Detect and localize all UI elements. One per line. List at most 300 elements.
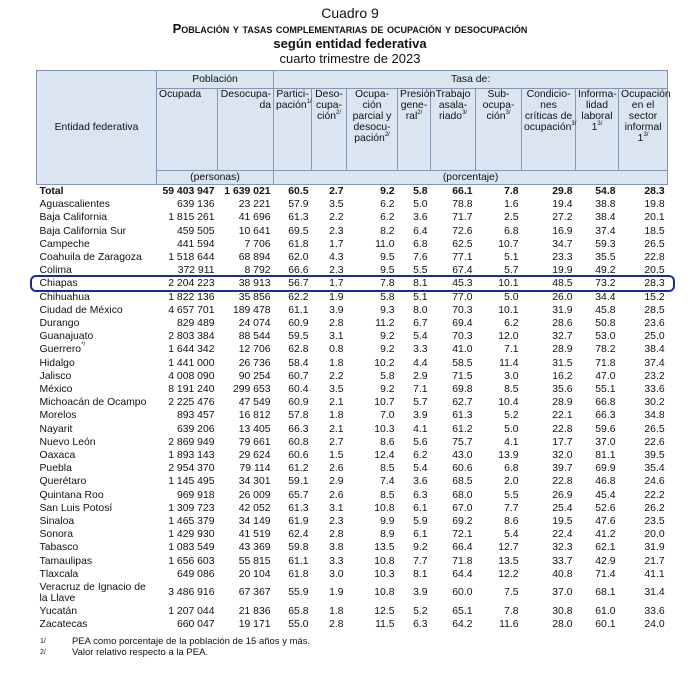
cell-informalidad-laboral: 66.3 [595,410,616,422]
cell-participacion: 69.5 [288,225,309,237]
cell-desocupacion: 2.3 [329,225,344,237]
cell-informalidad-laboral: 69.9 [595,463,616,475]
cell-ocupada: 1 429 930 [168,529,215,541]
cell-sector-informal: 35.4 [644,463,665,475]
cell-desocupada: 43 369 [238,542,271,554]
cell-presion-general: 6.2 [413,450,428,462]
total-row [37,185,668,199]
table-row [37,436,668,449]
cell-desocupacion: 2.9 [329,476,344,488]
cell-condiciones-criticas: 28.9 [552,397,573,409]
cell-informalidad-laboral: 41.2 [595,529,616,541]
table-row [37,555,668,568]
cell-desocupacion: 3.1 [329,331,344,343]
cell-trabajo-asalariado: 72.6 [452,225,473,237]
cell-desocupada: 67 367 [238,587,271,599]
cell-condiciones-criticas: 32.0 [552,450,573,462]
cell-ocupada: 3 486 916 [168,587,215,599]
cell-desocupada: 20 104 [238,568,271,580]
cell-sector-informal: 23.6 [644,318,665,330]
cell-presion-general: 6.3 [413,489,428,501]
cell-participacion: 65.8 [288,606,309,618]
cell-ocupada: 1 822 136 [168,291,215,303]
table-row [37,251,668,264]
cell-participacion: 59.1 [288,476,309,488]
cell-desocupacion: 3.3 [329,555,344,567]
cell-entidad: Coahuila de Zaragoza [39,252,142,264]
cell-presion-general: 5.5 [413,265,428,277]
cell-desocupacion: 2.7 [329,436,344,448]
cell-trabajo-asalariado: 64.2 [452,619,473,631]
cell-desocupada: 29 624 [238,450,271,462]
cell-desocupacion: 3.5 [329,384,344,396]
cell-informalidad-laboral: 45.4 [595,489,616,501]
cell-trabajo-asalariado: 69.8 [452,384,473,396]
cell-entidad: Quintana Roo [39,489,104,501]
table-row [37,541,668,554]
cell-informalidad-laboral: 53.0 [595,331,616,343]
cell-subocupacion: 7.7 [504,502,519,514]
cell-sector-informal: 20.1 [644,212,665,224]
cell-ocupacion-parcial: 9.2 [380,331,395,343]
cell-participacion: 61.8 [288,568,309,580]
cell-entidad: Ciudad de México [39,304,123,316]
cell-participacion: 59.8 [288,542,309,554]
cell-ocupada: 660 047 [176,619,215,631]
cell-presion-general: 5.9 [413,516,428,528]
cell-sector-informal: 19.8 [644,199,665,211]
cell-condiciones-criticas: 29.8 [552,186,573,197]
cell-desocupada: 16 812 [238,410,271,422]
cell-presion-general: 8.1 [413,278,428,290]
cell-ocupada: 2 954 370 [168,463,215,475]
cell-desocupacion: 1.8 [329,410,344,422]
cell-condiciones-criticas: 31.9 [552,304,573,316]
cell-presion-general: 8.0 [413,304,428,316]
cell-participacion: 61.8 [288,238,309,250]
cell-sector-informal: 37.4 [644,357,665,369]
cell-desocupada: 79 114 [239,463,271,475]
table-title: Población y tasas complementarias de ocupación y desocupación [172,21,528,36]
cell-trabajo-asalariado: 70.3 [452,304,473,316]
cell-ocupada: 649 086 [176,568,215,580]
cell-entidad: Oaxaca [39,450,76,462]
cell-condiciones-criticas: 39.7 [552,463,573,475]
table-row [37,515,668,528]
cell-desocupada: 24 074 [238,318,271,330]
cell-trabajo-asalariado: 60.6 [452,463,473,475]
table-row [37,568,668,581]
cell-ocupada: 441 594 [176,238,215,250]
cell-trabajo-asalariado: 68.0 [452,489,473,501]
cell-condiciones-criticas: 28.6 [552,318,573,330]
cell-condiciones-criticas: 32.7 [552,331,573,343]
cell-subocupacion: 6.8 [504,225,519,237]
cell-trabajo-asalariado: 71.8 [452,555,473,567]
cell-ocupada: 1 644 342 [168,344,215,356]
cell-presion-general: 3.6 [413,212,428,224]
table-row [37,409,668,422]
cell-participacion: 61.1 [288,304,309,316]
cell-desocupacion: 3.0 [329,568,344,580]
cell-ocupacion-parcial: 6.2 [380,199,395,211]
cell-subocupacion: 6.8 [504,463,519,475]
cell-entidad: Querétaro [39,476,87,488]
cell-condiciones-criticas: 19.9 [552,265,573,277]
cell-entidad: Hidalgo [39,357,75,369]
cell-informalidad-laboral: 81.1 [595,450,616,462]
cell-ocupada: 372 911 [177,265,215,277]
cell-subocupacion: 4.1 [504,436,519,448]
cell-condiciones-criticas: 22.8 [552,476,573,488]
cell-ocupacion-parcial: 10.2 [374,357,395,369]
cell-condiciones-criticas: 26.9 [552,489,573,501]
table-row [37,343,668,356]
cell-participacion: 60.5 [288,186,309,197]
cell-presion-general: 8.1 [413,568,428,580]
cell-presion-general: 9.2 [413,542,428,554]
cell-desocupacion: 4.3 [329,252,344,264]
cell-trabajo-asalariado: 62.7 [452,397,473,409]
table-row [37,304,668,317]
cell-entidad: Baja California [39,212,108,224]
cell-ocupacion-parcial: 8.6 [380,436,395,448]
cell-sector-informal: 41.1 [644,568,665,580]
cell-entidad: Morelos [39,410,77,422]
cell-participacion: 57.9 [288,199,309,211]
cell-trabajo-asalariado: 66.4 [452,542,473,554]
cell-desocupacion: 2.8 [329,619,344,631]
cell-informalidad-laboral: 54.8 [595,186,616,197]
cell-condiciones-criticas: 34.7 [552,238,573,250]
table-row [37,489,668,502]
cell-presion-general: 6.1 [413,502,428,514]
cell-ocupada: 893 457 [176,410,215,422]
table-row [37,357,668,370]
cell-desocupacion: 2.2 [329,370,344,382]
cell-ocupada: 1 145 495 [168,476,215,488]
cell-entidad: Chiapas [39,278,78,290]
cell-sector-informal: 31.9 [644,542,665,554]
header-unit-porcentaje: (porcentaje) [274,171,668,185]
cell-entidad: Chihuahua [39,291,90,303]
cell-subocupacion: 12.2 [498,568,519,580]
cell-condiciones-criticas: 31.5 [552,357,573,369]
cell-ocupada: 1 441 000 [168,357,215,369]
cell-presion-general: 3.9 [413,587,428,599]
cell-entidad: Puebla [39,463,72,475]
cell-subocupacion: 13.9 [498,450,519,462]
cell-participacion: 60.4 [288,384,309,396]
cell-desocupada: 34 301 [238,476,271,488]
cell-sector-informal: 22.6 [644,436,665,448]
cell-entidad: Yucatán [39,606,78,618]
cell-sector-informal: 28.5 [644,304,665,316]
cell-desocupada: 79 661 [238,436,271,448]
cell-condiciones-criticas: 35.6 [552,384,573,396]
cell-ocupada: 1 465 379 [168,516,215,528]
cell-desocupacion: 0.8 [329,344,344,356]
cell-presion-general: 4.1 [413,423,428,435]
cell-subocupacion: 8.5 [504,384,519,396]
cell-subocupacion: 7.1 [504,344,519,356]
cell-informalidad-laboral: 35.5 [595,252,616,264]
footnotes [40,636,700,658]
cell-participacion: 55.0 [288,619,309,631]
cell-ocupada: 2 803 384 [168,331,215,343]
cell-trabajo-asalariado: 70.3 [452,331,473,343]
cell-informalidad-laboral: 52.6 [595,502,616,514]
cell-trabajo-asalariado: 77.1 [452,252,473,264]
cell-ocupacion-parcial: 9.2 [380,344,395,356]
cell-subocupacion: 7.8 [504,186,519,197]
cell-ocupacion-parcial: 13.5 [374,542,395,554]
cell-sector-informal: 15.2 [644,291,665,303]
header-subocupacion: Sub- ocupa- ción$^{3/}$ [476,89,522,171]
cell-informalidad-laboral: 62.1 [595,542,616,554]
cell-condiciones-criticas: 22.8 [552,423,573,435]
cell-desocupada: 55 815 [238,555,271,567]
table-body [37,185,668,632]
cell-informalidad-laboral: 38.4 [595,212,616,224]
cell-trabajo-asalariado: 66.1 [452,186,473,197]
cell-presion-general: 3.9 [413,410,428,422]
cell-participacion: 66.6 [288,265,309,277]
cell-trabajo-asalariado: 69.4 [452,318,473,330]
header-ocupada: Ocupada [157,89,218,171]
cell-participacion: 60.6 [288,450,309,462]
cell-sector-informal: 30.2 [644,397,665,409]
cell-entidad: Sonora [39,529,74,541]
table-row [37,618,668,631]
cell-presion-general: 7.6 [413,252,428,264]
cell-desocupacion: 2.8 [329,318,344,330]
cell-participacion: 55.9 [288,587,309,599]
cell-participacion: 61.3 [288,212,309,224]
cell-presion-general: 4.4 [413,357,428,369]
cell-trabajo-asalariado: 61.3 [452,410,473,422]
cell-ocupada: 639 206 [176,423,215,435]
title-block [0,0,700,66]
cell-entidad: Campeche [39,238,90,250]
cell-entidad: Tamaulipas [39,555,93,567]
cell-subocupacion: 7.5 [504,587,519,599]
cell-desocupacion: 2.6 [329,489,344,501]
cell-informalidad-laboral: 50.8 [595,318,616,330]
cell-ocupada: 459 505 [176,225,215,237]
table-row [37,330,668,343]
cell-entidad: Zacatecas [39,619,88,631]
cell-desocupada: 23 221 [238,199,271,211]
cell-desocupacion: 3.1 [329,502,344,514]
cell-sector-informal: 33.6 [644,606,665,618]
cell-trabajo-asalariado: 78.8 [452,199,473,211]
cell-condiciones-criticas: 30.8 [552,606,573,618]
cell-informalidad-laboral: 46.8 [595,476,616,488]
cell-condiciones-criticas: 48.5 [552,278,573,290]
cell-sector-informal: 39.5 [644,450,665,462]
cell-condiciones-criticas: 33.7 [552,555,573,567]
cell-desocupada: 68 894 [238,252,271,264]
cell-desocupacion: 1.8 [329,357,344,369]
cell-desocupada: 299 653 [232,384,271,396]
cell-entidad: Total [39,186,64,197]
cell-subocupacion: 2.0 [504,476,519,488]
cell-ocupacion-parcial: 8.2 [380,225,395,237]
cell-sector-informal: 23.5 [644,516,665,528]
cell-ocupada: 8 191 240 [168,384,215,396]
cell-sector-informal: 24.6 [644,476,665,488]
cell-subocupacion: 5.0 [504,291,519,303]
cell-trabajo-asalariado: 64.4 [452,568,473,580]
cell-ocupada: 639 136 [176,199,215,211]
cell-presion-general: 6.1 [413,529,428,541]
cell-informalidad-laboral: 66.8 [595,397,616,409]
cell-informalidad-laboral: 55.1 [595,384,616,396]
cell-entidad: Sinaloa [39,516,75,528]
cell-trabajo-asalariado: 75.7 [452,436,473,448]
cell-sector-informal: 25.0 [644,331,665,343]
cell-desocupacion: 2.6 [329,463,344,475]
cell-desocupada: 38 913 [238,278,271,290]
table-row [37,581,668,605]
cell-entidad: Nayarit [39,423,73,435]
cell-sector-informal: 18.5 [644,225,665,237]
cell-desocupada: 13 405 [238,423,271,435]
cell-participacion: 62.0 [288,252,309,264]
footnote-1: 1/ PEA como porcentaje de la población de 15 años y más. [40,635,311,647]
table-row [37,198,668,211]
cell-subocupacion: 10.7 [498,238,519,250]
cell-ocupacion-parcial: 9.5 [380,265,395,277]
header-tasa: Tasa de: [274,71,668,89]
header-desocupacion: Deso- cupa- ción$^{2/}$ [312,89,347,171]
cell-informalidad-laboral: 59.3 [595,238,616,250]
cell-condiciones-criticas: 28.0 [552,619,573,631]
cell-subocupacion: 2.5 [504,212,519,224]
cell-desocupacion: 2.3 [329,265,344,277]
cell-desocupacion: 3.8 [329,542,344,554]
cell-ocupada: 1 815 261 [168,212,215,224]
cell-trabajo-asalariado: 41.0 [452,344,473,356]
header-desocupada: Desocupa- da [218,89,274,171]
cell-sector-informal: 23.2 [644,370,665,382]
cell-desocupacion: 1.9 [329,587,344,599]
cell-condiciones-criticas: 37.0 [552,587,573,599]
cell-trabajo-asalariado: 65.1 [452,606,473,618]
cell-entidad: Nuevo León [39,436,96,448]
cell-informalidad-laboral: 38.8 [595,199,616,211]
cell-ocupacion-parcial: 11.5 [375,619,395,631]
cell-trabajo-asalariado: 67.4 [452,265,473,277]
cell-subocupacion: 1.6 [504,199,519,211]
cell-condiciones-criticas: 32.3 [552,542,573,554]
cell-sector-informal: 31.4 [644,587,665,599]
cell-presion-general: 5.2 [413,606,428,618]
cell-participacion: 57.8 [288,410,309,422]
table-row [37,462,668,475]
cell-subocupacion: 8.6 [504,516,519,528]
cell-subocupacion: 6.2 [504,318,519,330]
cell-informalidad-laboral: 61.0 [595,606,616,618]
cell-desocupada: 90 254 [238,370,271,382]
cell-ocupacion-parcial: 9.2 [380,384,395,396]
cell-trabajo-asalariado: 77.0 [452,291,473,303]
cell-ocupada: 4 008 090 [168,370,215,382]
cell-participacion: 62.2 [288,291,309,303]
cell-informalidad-laboral: 59.6 [595,423,616,435]
cell-participacion: 60.8 [288,436,309,448]
cell-desocupada: 10 641 [238,225,271,237]
cell-presion-general: 3.3 [413,344,428,356]
cell-condiciones-criticas: 22.4 [552,529,573,541]
data-table [36,70,671,632]
cell-subocupacion: 5.4 [504,529,519,541]
table-row [37,238,668,251]
cell-informalidad-laboral: 34.4 [595,291,616,303]
cell-participacion: 61.2 [288,463,309,475]
cell-entidad: Baja California Sur [39,225,127,237]
cell-subocupacion: 5.1 [504,252,519,264]
cell-desocupada: 88 544 [238,331,271,343]
cell-trabajo-asalariado: 71.5 [452,370,473,382]
cell-condiciones-criticas: 16.2 [552,370,573,382]
cell-trabajo-asalariado: 60.0 [452,587,473,599]
cell-ocupada: 1 893 143 [168,450,215,462]
cell-ocupacion-parcial: 6.2 [380,212,395,224]
cell-ocupada: 969 918 [176,489,215,501]
cell-desocupada: 26 009 [238,489,271,501]
cell-ocupada: 1 083 549 [168,542,215,554]
cell-subocupacion: 13.5 [498,555,519,567]
cell-trabajo-asalariado: 45.3 [452,278,473,290]
header-presion: Presión gene- ral$^{2/}$ [398,89,431,171]
header-sector-informal: Ocupación en el sector informal $1^{3/}$ [619,89,668,171]
cell-sector-informal: 20.5 [644,265,665,277]
cell-subocupacion: 5.7 [504,265,519,277]
cell-desocupacion: 3.9 [329,304,344,316]
cell-ocupada: 1 207 044 [168,606,215,618]
cell-sector-informal: 26.2 [644,502,665,514]
cell-desocupada: 189 478 [232,304,271,316]
cell-desocupada: 41 696 [238,212,271,224]
cell-subocupacion: 5.2 [504,410,519,422]
header-poblacion: Población [157,71,274,89]
cell-subocupacion: 5.5 [504,489,519,501]
cell-desocupada: 41 519 [238,529,271,541]
header-unit-personas: (personas) [157,171,274,185]
cell-presion-general: 7.1 [413,384,428,396]
cell-desocupada: 34 149 [238,516,271,528]
table-row [37,383,668,396]
cell-condiciones-criticas: 26.0 [552,291,573,303]
cell-subocupacion: 10.1 [498,278,519,290]
cell-ocupacion-parcial: 8.5 [380,463,395,475]
cell-subocupacion: 10.1 [498,304,519,316]
table-header [37,71,671,185]
cell-desocupacion: 1.8 [329,606,344,618]
cell-subocupacion: 11.4 [499,357,519,369]
cell-entidad: San Luis Potosí [39,502,113,514]
table-row [37,211,668,224]
cell-ocupacion-parcial: 10.8 [374,502,395,514]
table-row [37,502,668,515]
cell-informalidad-laboral: 71.4 [595,568,616,580]
cell-presion-general: 6.8 [413,238,428,250]
cell-desocupada: 8 792 [244,265,271,277]
cell-informalidad-laboral: 73.2 [595,278,616,290]
cell-ocupacion-parcial: 9.9 [380,516,395,528]
